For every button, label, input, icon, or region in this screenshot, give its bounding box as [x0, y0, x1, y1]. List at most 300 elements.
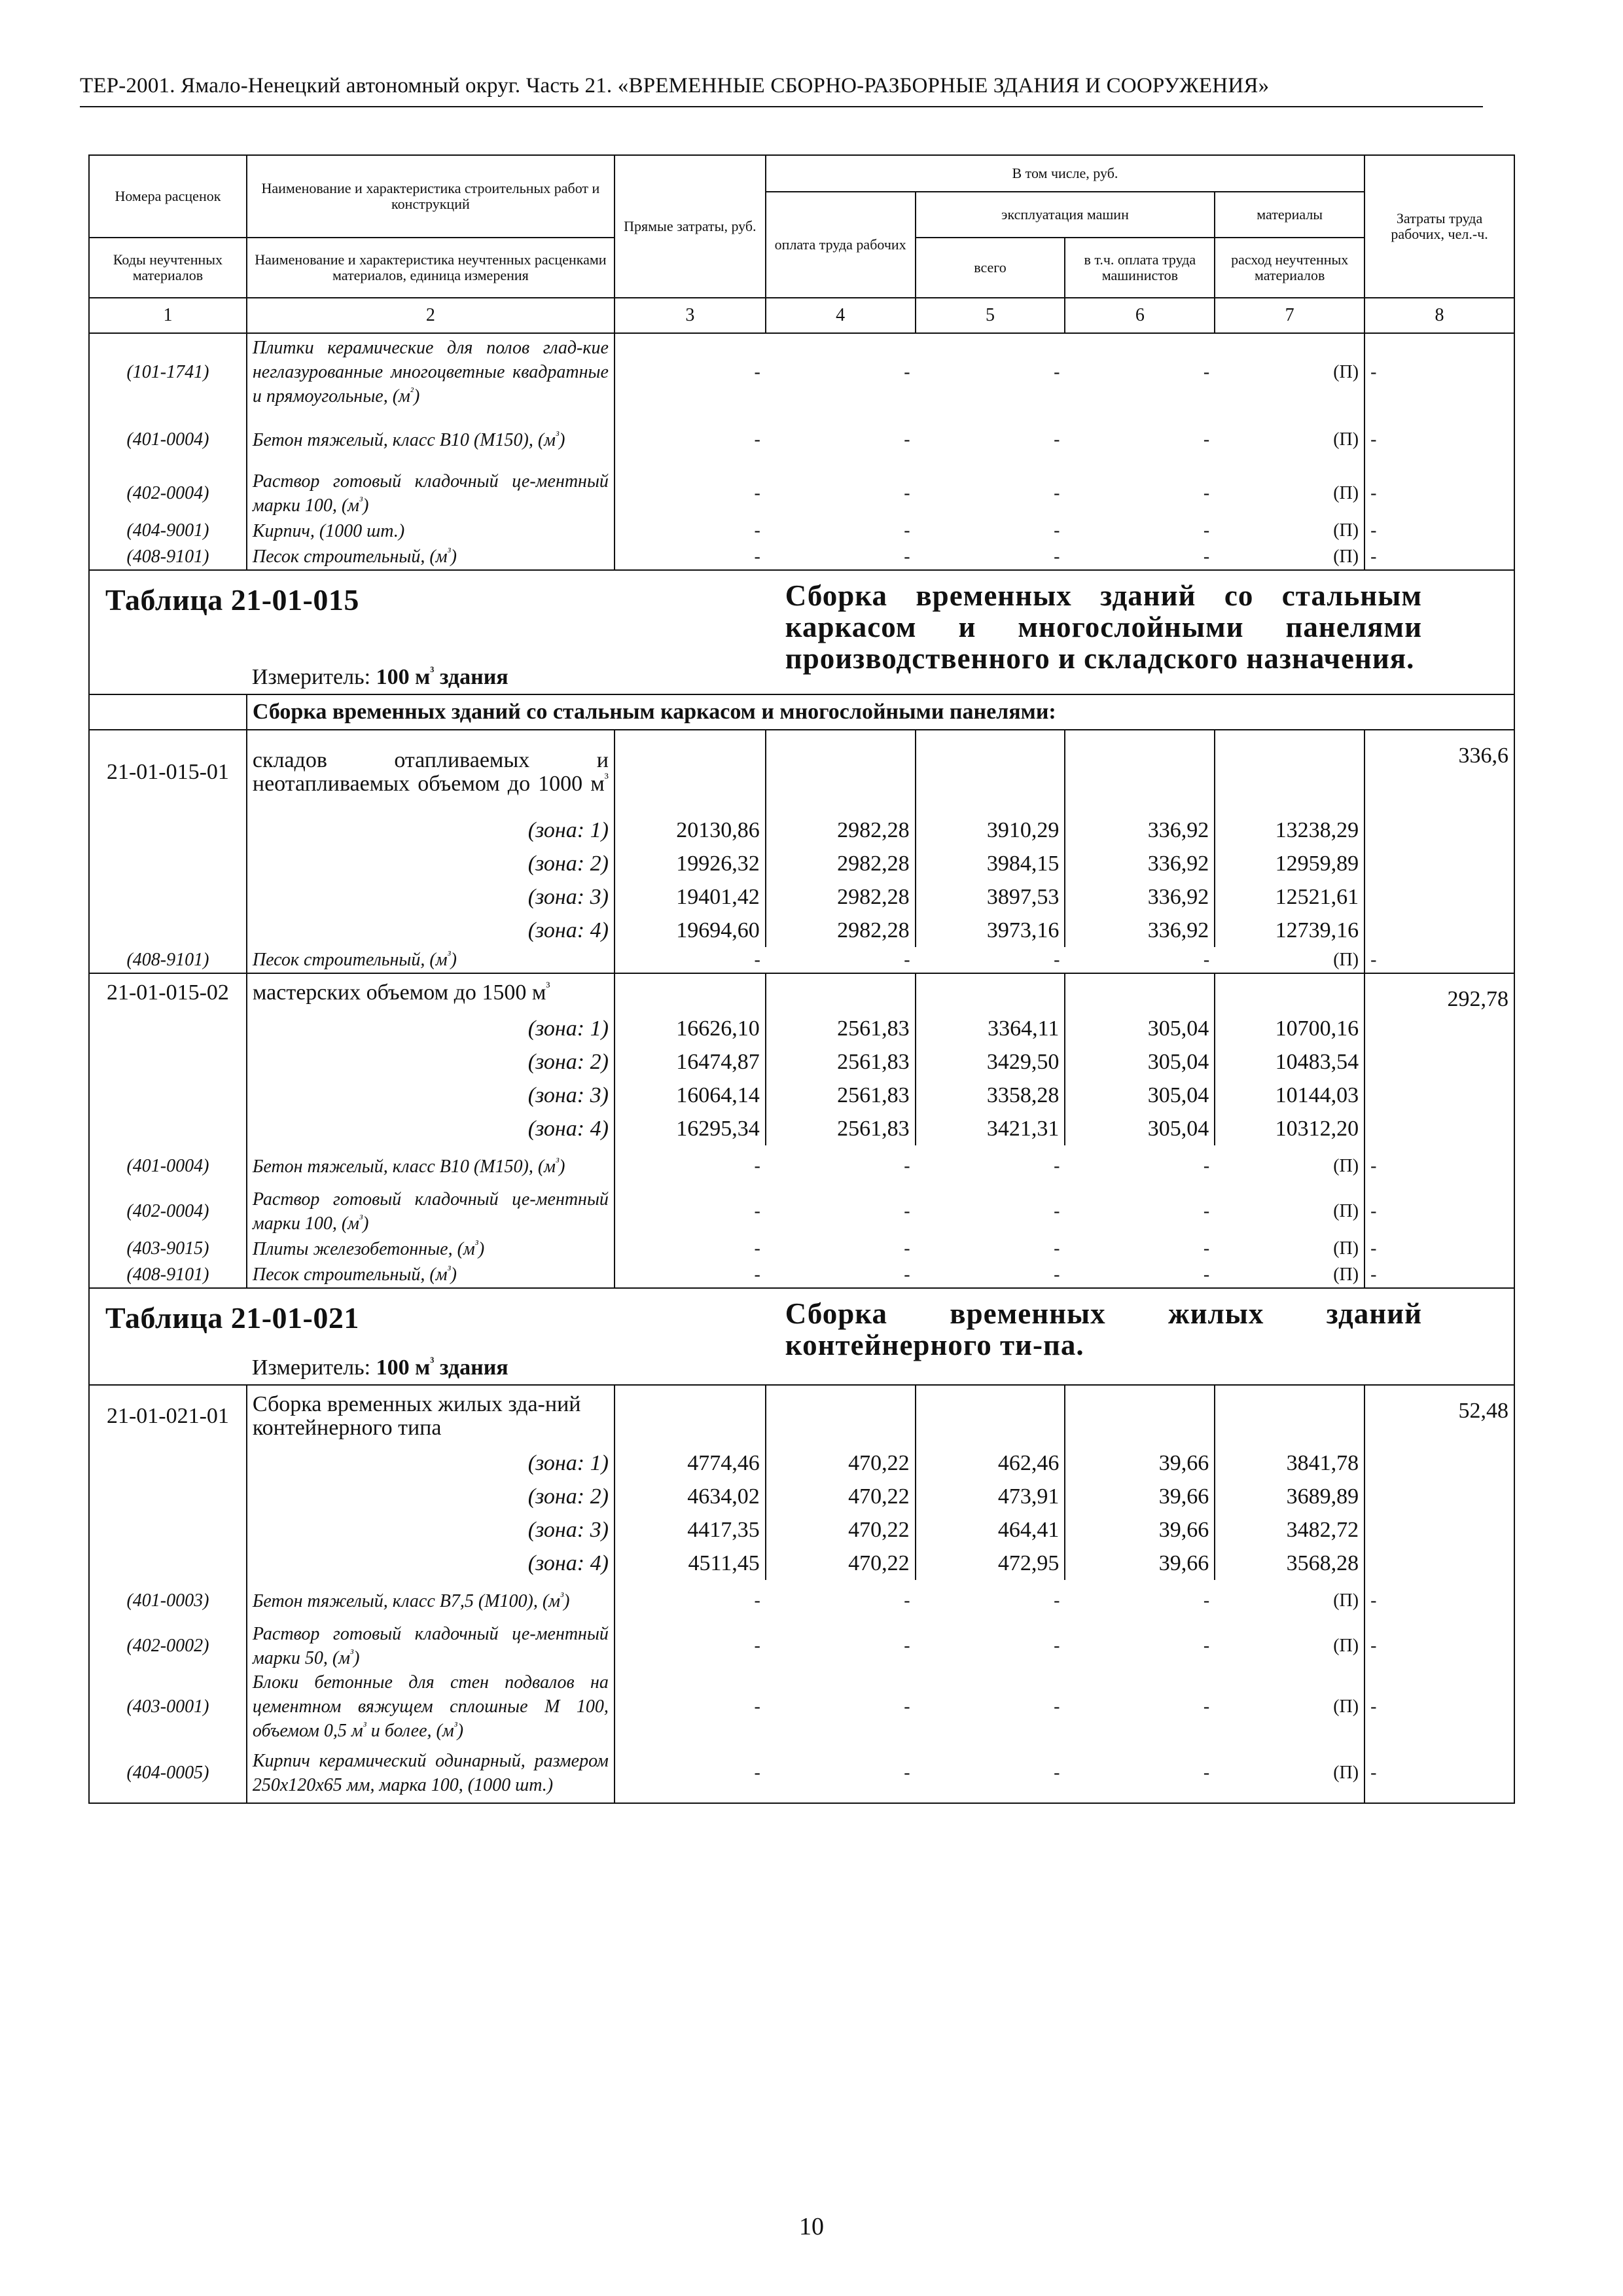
machines-total-header: всего	[916, 238, 1065, 298]
wages-value: 2982,28	[766, 914, 916, 947]
material-name: Кирпич, (1000 шт.)	[247, 518, 615, 544]
empty-cell	[89, 1112, 247, 1145]
empty-cell	[89, 1012, 247, 1045]
empty-cell	[1364, 814, 1514, 847]
machines-value: 472,95	[916, 1547, 1065, 1580]
wages-value: 2561,83	[766, 1045, 916, 1079]
dash-cell: -	[1054, 429, 1060, 450]
operators-wages-value: 305,04	[1065, 1012, 1215, 1045]
dash-cell: -	[754, 546, 760, 567]
dash-cell: -	[1364, 1236, 1514, 1262]
empty-cell	[766, 1385, 916, 1446]
dash-cell: -	[754, 483, 760, 503]
material-code: (401-0004)	[89, 410, 247, 469]
empty-cell	[1364, 880, 1514, 914]
dash-cell: -	[754, 1696, 760, 1717]
empty-cell	[89, 1348, 247, 1385]
dash-cell: -	[1203, 546, 1210, 567]
col2-top-header: Наименование и характеристика строительных работ и конструкций	[247, 155, 615, 238]
empty-cell	[1065, 730, 1215, 814]
material-name: Песок строительный, $(м^{^3})$	[247, 544, 615, 570]
dash-cell: -	[1054, 949, 1060, 970]
superscript: ³	[447, 545, 451, 558]
empty-cell	[1364, 1547, 1514, 1580]
zone-row	[89, 1513, 1514, 1547]
machines-value: 3429,50	[916, 1045, 1065, 1079]
empty-cell	[89, 814, 247, 847]
empty-cell	[89, 1480, 247, 1513]
material-row	[89, 1580, 1514, 1622]
meter-value: 100 $м^{^3}$ здания	[376, 664, 508, 689]
superscript: ³	[454, 1719, 457, 1732]
material-name: Раствор готовый кладочный це-ментный марки 50, $(м^{^3})$	[247, 1622, 615, 1670]
dash-cell: -	[904, 1590, 910, 1611]
wages-value: 2561,83	[766, 1112, 916, 1145]
table-description: Сборка временных зданий со стальным каркасом и многослойными панелями производственного и складского назначения.	[766, 570, 1514, 694]
section-subheader: Сборка временных зданий со стальным каркасом и многослойными панелями:	[247, 694, 1514, 730]
dash-cell: -	[1364, 1743, 1514, 1803]
table-meter	[247, 1348, 766, 1385]
empty-cell	[1364, 914, 1514, 947]
zone-row	[89, 1012, 1514, 1045]
zone-label: (зона: 1)	[247, 1446, 615, 1480]
empty-cell	[615, 1385, 766, 1446]
materials-value: 3568,28	[1215, 1547, 1364, 1580]
dash-cell: -	[754, 520, 760, 541]
direct-costs-value: 19401,42	[615, 880, 766, 914]
machines-value: 3358,28	[916, 1079, 1065, 1112]
wages-value: 2982,28	[766, 880, 916, 914]
empty-cell	[1215, 973, 1364, 1012]
empty-cell	[916, 730, 1065, 814]
dash-cell: -	[904, 1201, 910, 1221]
zone-label: (зона: 1)	[247, 1012, 615, 1045]
table-title: Таблица 21-01-021	[89, 1288, 766, 1348]
material-name: Кирпич керамический одинарный, размером 250х120х65 мм, марка 100, (1000 шт.)	[247, 1743, 615, 1803]
operators-wages-value: 305,04	[1065, 1112, 1215, 1145]
materials-value: 10700,16	[1215, 1012, 1364, 1045]
dash-cell: -	[904, 1264, 910, 1285]
dash-cell: -	[1054, 1238, 1060, 1259]
dash-cell: -	[1203, 949, 1210, 970]
meter-value: 100 $м^{^3}$ здания	[376, 1355, 508, 1380]
materials-value: 10483,54	[1215, 1045, 1364, 1079]
dash-cell: -	[1203, 1156, 1210, 1176]
material-row	[89, 410, 1514, 469]
materials-value: 12959,89	[1215, 847, 1364, 880]
column-number: 4	[766, 298, 916, 333]
materials-header: материалы	[1215, 192, 1364, 238]
empty-cell	[615, 973, 766, 1012]
dash-cell: -	[1364, 469, 1514, 518]
dash-cell: -	[1364, 1622, 1514, 1670]
material-unit-marker: (П)	[1215, 1262, 1364, 1288]
dash-cell: -	[754, 1636, 760, 1656]
column-number: 2	[247, 298, 615, 333]
material-code: (408-9101)	[89, 1262, 247, 1288]
dash-cell: -	[904, 520, 910, 541]
dash-cell: -	[904, 949, 910, 970]
zone-label: (зона: 4)	[247, 914, 615, 947]
zone-row	[89, 1480, 1514, 1513]
material-row	[89, 1187, 1514, 1236]
rates-table	[88, 154, 1515, 1804]
direct-costs-value: 4417,35	[615, 1513, 766, 1547]
page-header: ТЕР-2001. Ямало-Ненецкий автономный округ. Часть 21. «ВРЕМЕННЫЕ СБОРНО-РАЗБОРНЫЕ ЗДАНИЯ И СООРУЖЕНИЯ»	[80, 69, 1483, 107]
zone-row	[89, 1112, 1514, 1145]
column-number: 1	[89, 298, 247, 333]
dash-cell: -	[1065, 1743, 1215, 1803]
zone-row	[89, 847, 1514, 880]
table-meter	[247, 630, 766, 694]
column-number: 5	[916, 298, 1065, 333]
wages-value: 470,22	[766, 1480, 916, 1513]
material-name: Плитки керамические для полов глад-кие неглазурованные многоцветные квадратные и прямоугольные, $(м^{^2})$	[247, 333, 615, 410]
material-row	[89, 1622, 1514, 1670]
materials-value: 13238,29	[1215, 814, 1364, 847]
dash-cell: -	[754, 429, 760, 450]
operators-wages-value: 39,66	[1065, 1547, 1215, 1580]
direct-costs-value: 16064,14	[615, 1079, 766, 1112]
machines-value: 3984,15	[916, 847, 1065, 880]
dash-cell: -	[1364, 947, 1514, 973]
superscript: ³	[363, 1719, 366, 1732]
empty-cell	[1364, 1079, 1514, 1112]
dash-cell: -	[1054, 546, 1060, 567]
material-name: Блоки бетонные для стен подвалов на цементном вяжущем сплошные М 100, объемом 0,5 $м^{^3}$ и более, $(м^{^3})$	[247, 1670, 615, 1743]
dash-cell: -	[1054, 1201, 1060, 1221]
empty-cell	[1215, 730, 1364, 814]
column-number: 3	[615, 298, 766, 333]
dash-cell: -	[754, 1590, 760, 1611]
dash-cell: -	[1364, 410, 1514, 469]
empty-cell	[1065, 973, 1215, 1012]
dash-cell: -	[904, 1156, 910, 1176]
empty-cell	[1065, 1385, 1215, 1446]
zone-label: (зона: 4)	[247, 1547, 615, 1580]
dash-cell: -	[1054, 1696, 1060, 1717]
header-row-1	[89, 155, 1514, 192]
dash-cell: -	[1203, 520, 1210, 541]
material-unit-marker: (П)	[1215, 544, 1364, 570]
direct-costs-value: 16474,87	[615, 1045, 766, 1079]
materials-value: 10312,20	[1215, 1112, 1364, 1145]
empty-cell	[1364, 1513, 1514, 1547]
empty-cell	[1364, 1480, 1514, 1513]
table-description: Сборка временных жилых зданий контейнерного ти-па.	[766, 1288, 1514, 1385]
dash-cell: -	[904, 361, 910, 382]
direct-costs-value: 4511,45	[615, 1547, 766, 1580]
rate-name: складов отапливаемых и неотапливаемых объемом до 1000 $м^{^3}$	[247, 730, 615, 814]
dash-cell: -	[1203, 1636, 1210, 1656]
wages-value: 2982,28	[766, 814, 916, 847]
dash-cell: -	[1364, 544, 1514, 570]
column-number: 6	[1065, 298, 1215, 333]
material-name: Раствор готовый кладочный це-ментный марки 100, $(м^{^3})$	[247, 1187, 615, 1236]
dash-cell: -	[1054, 520, 1060, 541]
direct-costs-header: Прямые затраты, руб.	[615, 155, 766, 298]
empty-cell	[89, 847, 247, 880]
materials-value: 3841,78	[1215, 1446, 1364, 1480]
operators-wages-value: 305,04	[1065, 1045, 1215, 1079]
empty-cell	[1215, 1385, 1364, 1446]
col1-bottom-header: Коды неучтенных материалов	[89, 238, 247, 298]
wages-value: 2982,28	[766, 847, 916, 880]
material-name: Песок строительный, $(м^{^3})$	[247, 1262, 615, 1288]
zone-row	[89, 1045, 1514, 1079]
material-name: Бетон тяжелый, класс В10 (М150), $(м^{^3})$	[247, 1145, 615, 1187]
dash-cell: -	[1054, 1636, 1060, 1656]
direct-costs-value: 16295,34	[615, 1112, 766, 1145]
superscript: ³	[447, 1263, 451, 1276]
dash-cell: -	[1203, 429, 1210, 450]
dash-cell: -	[1054, 1590, 1060, 1611]
operators-wages-value: 39,66	[1065, 1513, 1215, 1547]
dash-cell: -	[754, 1201, 760, 1221]
superscript: ³	[556, 1155, 560, 1168]
material-name: Раствор готовый кладочный це-ментный марки 100, $(м^{^3})$	[247, 469, 615, 518]
dash-cell: -	[754, 1156, 760, 1176]
material-unit-marker: (П)	[1215, 518, 1364, 544]
empty-cell	[916, 973, 1065, 1012]
superscript: ³	[447, 948, 451, 961]
material-row	[89, 518, 1514, 544]
zone-label: (зона: 2)	[247, 1480, 615, 1513]
dash-cell: -	[754, 949, 760, 970]
dash-cell: -	[1054, 361, 1060, 382]
operators-wages-value: 336,92	[1065, 847, 1215, 880]
dash-cell: -	[1364, 518, 1514, 544]
dash-cell: -	[904, 483, 910, 503]
zone-label: (зона: 2)	[247, 1045, 615, 1079]
machines-value: 3910,29	[916, 814, 1065, 847]
rate-code: 21-01-021-01	[89, 1385, 247, 1446]
material-name: Бетон тяжелый, класс В10 (М150), $(м^{^3})$	[247, 410, 615, 469]
empty-cell	[916, 1385, 1065, 1446]
meter-label: Измеритель:	[251, 665, 371, 689]
material-code: (101-1741)	[89, 333, 247, 410]
dash-cell: -	[1203, 483, 1210, 503]
machines-value: 3897,53	[916, 880, 1065, 914]
machines-value: 473,91	[916, 1480, 1065, 1513]
machines-value: 464,41	[916, 1513, 1065, 1547]
wages-value: 470,22	[766, 1446, 916, 1480]
empty-cell	[1364, 847, 1514, 880]
superscript: ³	[359, 494, 363, 507]
dash-cell: -	[904, 1696, 910, 1717]
material-row	[89, 469, 1514, 518]
meter-label: Измеритель:	[251, 1355, 371, 1380]
empty-cell	[89, 694, 247, 730]
empty-cell	[1364, 1112, 1514, 1145]
material-unit-marker: (П)	[1215, 1580, 1364, 1622]
material-unit-marker: (П)	[1215, 947, 1364, 973]
operators-wages-value: 39,66	[1065, 1446, 1215, 1480]
table-title: Таблица 21-01-015	[89, 570, 766, 630]
material-unit-marker: (П)	[1215, 1622, 1364, 1670]
column-number: 8	[1364, 298, 1514, 333]
operators-wages-value: 336,92	[1065, 814, 1215, 847]
empty-cell	[766, 973, 916, 1012]
materials-value: 12739,16	[1215, 914, 1364, 947]
wages-header: оплата труда рабочих	[766, 192, 916, 298]
empty-cell	[1364, 1012, 1514, 1045]
dash-cell: -	[1364, 1580, 1514, 1622]
dash-cell: -	[1203, 1696, 1210, 1717]
dash-cell: -	[1054, 1156, 1060, 1176]
material-unit-marker: (П)	[1215, 1236, 1364, 1262]
dash-cell: -	[1364, 1670, 1514, 1743]
empty-cell	[89, 1446, 247, 1480]
material-unit-marker: (П)	[1215, 1743, 1364, 1803]
empty-cell	[89, 1547, 247, 1580]
zone-label: (зона: 4)	[247, 1112, 615, 1145]
dash-cell: -	[904, 1636, 910, 1656]
operators-wages-value: 336,92	[1065, 880, 1215, 914]
dash-cell: -	[904, 1238, 910, 1259]
material-code: (403-0001)	[89, 1670, 247, 1743]
empty-cell	[1364, 1446, 1514, 1480]
dash-cell: -	[766, 1743, 916, 1803]
direct-costs-value: 16626,10	[615, 1012, 766, 1045]
rate-name: Сборка временных жилых зда-ний контейнерного типа	[247, 1385, 615, 1446]
material-code: (403-9015)	[89, 1236, 247, 1262]
material-code: (402-0004)	[89, 469, 247, 518]
rate-item-row	[89, 973, 1514, 1012]
zone-row	[89, 1547, 1514, 1580]
dash-cell: -	[754, 1264, 760, 1285]
material-unit-marker: (П)	[1215, 1145, 1364, 1187]
material-code: (401-0004)	[89, 1145, 247, 1187]
direct-costs-value: 19694,60	[615, 914, 766, 947]
empty-cell	[89, 630, 247, 694]
materials-value: 10144,03	[1215, 1079, 1364, 1112]
material-unit-marker: (П)	[1215, 333, 1364, 410]
col1-top-header: Номера расценок	[89, 155, 247, 238]
empty-cell	[1364, 1045, 1514, 1079]
operators-wages-value: 336,92	[1065, 914, 1215, 947]
table-title-row	[89, 570, 1514, 630]
material-name: Бетон тяжелый, класс В7,5 (М100), $(м^{^3})$	[247, 1580, 615, 1622]
zone-label: (зона: 2)	[247, 847, 615, 880]
empty-cell	[615, 730, 766, 814]
superscript: ³	[430, 664, 435, 679]
zone-label: (зона: 3)	[247, 880, 615, 914]
dash-cell: -	[754, 361, 760, 382]
zone-row	[89, 880, 1514, 914]
column-number: 7	[1215, 298, 1364, 333]
dash-cell: -	[1054, 1264, 1060, 1285]
superscript: ³	[546, 980, 550, 995]
machines-value: 3973,16	[916, 914, 1065, 947]
material-name: Плиты железобетонные, $(м^{^3})$	[247, 1236, 615, 1262]
zone-row	[89, 814, 1514, 847]
rate-code: 21-01-015-02	[89, 973, 247, 1012]
empty-cell	[766, 730, 916, 814]
zone-row	[89, 1079, 1514, 1112]
machines-value: 462,46	[916, 1446, 1065, 1480]
dash-cell: -	[1364, 1145, 1514, 1187]
rate-item-row	[89, 730, 1514, 814]
dash-cell: -	[1054, 483, 1060, 503]
dash-cell: -	[1203, 1590, 1210, 1611]
direct-costs-value: 4634,02	[615, 1480, 766, 1513]
section-subheader-row	[89, 694, 1514, 730]
machines-header: эксплуатация машин	[916, 192, 1215, 238]
material-code: (401-0003)	[89, 1580, 247, 1622]
col2-bottom-header: Наименование и характеристика неучтенных расценками материалов, единица измерения	[247, 238, 615, 298]
empty-cell	[89, 1045, 247, 1079]
dash-cell: -	[1203, 361, 1210, 382]
unaccounted-materials-header: расход неучтенных материалов	[1215, 238, 1364, 298]
dash-cell: -	[1203, 1238, 1210, 1259]
dash-cell: -	[904, 546, 910, 567]
material-row	[89, 1145, 1514, 1187]
dash-cell: -	[615, 1743, 766, 1803]
zone-label: (зона: 3)	[247, 1079, 615, 1112]
empty-cell	[89, 1513, 247, 1547]
labor-costs-header: Затраты труда рабочих, чел.-ч.	[1364, 155, 1514, 298]
material-code: (402-0004)	[89, 1187, 247, 1236]
superscript: ³	[560, 1590, 564, 1603]
wages-value: 470,22	[766, 1513, 916, 1547]
page-number: 10	[799, 2213, 824, 2240]
table-title-row	[89, 1288, 1514, 1348]
superscript: ³	[350, 1647, 354, 1660]
superscript: ³	[474, 1238, 478, 1251]
dash-cell: -	[1203, 1264, 1210, 1285]
materials-value: 12521,61	[1215, 880, 1364, 914]
empty-cell	[89, 914, 247, 947]
labor-costs-value: 292,78	[1364, 973, 1514, 1012]
material-unit-marker: (П)	[1215, 410, 1364, 469]
machines-operators-header: в т.ч. оплата труда машинистов	[1065, 238, 1215, 298]
dash-cell: -	[1364, 1262, 1514, 1288]
wages-value: 2561,83	[766, 1079, 916, 1112]
labor-costs-value: 52,48	[1364, 1385, 1514, 1446]
dash-cell: -	[916, 1743, 1065, 1803]
material-unit-marker: (П)	[1215, 1187, 1364, 1236]
zone-row	[89, 1446, 1514, 1480]
including-header: В том числе, руб.	[766, 155, 1364, 192]
material-row	[89, 1670, 1514, 1743]
machines-value: 3364,11	[916, 1012, 1065, 1045]
material-code: (408-9101)	[89, 544, 247, 570]
wages-value: 2561,83	[766, 1012, 916, 1045]
dash-cell: -	[1364, 333, 1514, 410]
material-unit-marker: (П)	[1215, 1670, 1364, 1743]
materials-value: 3689,89	[1215, 1480, 1364, 1513]
empty-cell	[89, 880, 247, 914]
dash-cell: -	[1203, 1201, 1210, 1221]
material-unit-marker: (П)	[1215, 469, 1364, 518]
zone-label: (зона: 1)	[247, 814, 615, 847]
zone-label: (зона: 3)	[247, 1513, 615, 1547]
dash-cell: -	[754, 1238, 760, 1259]
labor-costs-value: 336,6	[1364, 730, 1514, 814]
rate-item-row	[89, 1385, 1514, 1446]
material-row	[89, 1262, 1514, 1288]
superscript: ³	[556, 429, 560, 442]
operators-wages-value: 305,04	[1065, 1079, 1215, 1112]
direct-costs-value: 19926,32	[615, 847, 766, 880]
materials-value: 3482,72	[1215, 1513, 1364, 1547]
material-row	[89, 333, 1514, 410]
material-code: (404-9001)	[89, 518, 247, 544]
rate-code: 21-01-015-01	[89, 730, 247, 814]
material-row	[89, 947, 1514, 973]
superscript: ³	[359, 1212, 363, 1225]
